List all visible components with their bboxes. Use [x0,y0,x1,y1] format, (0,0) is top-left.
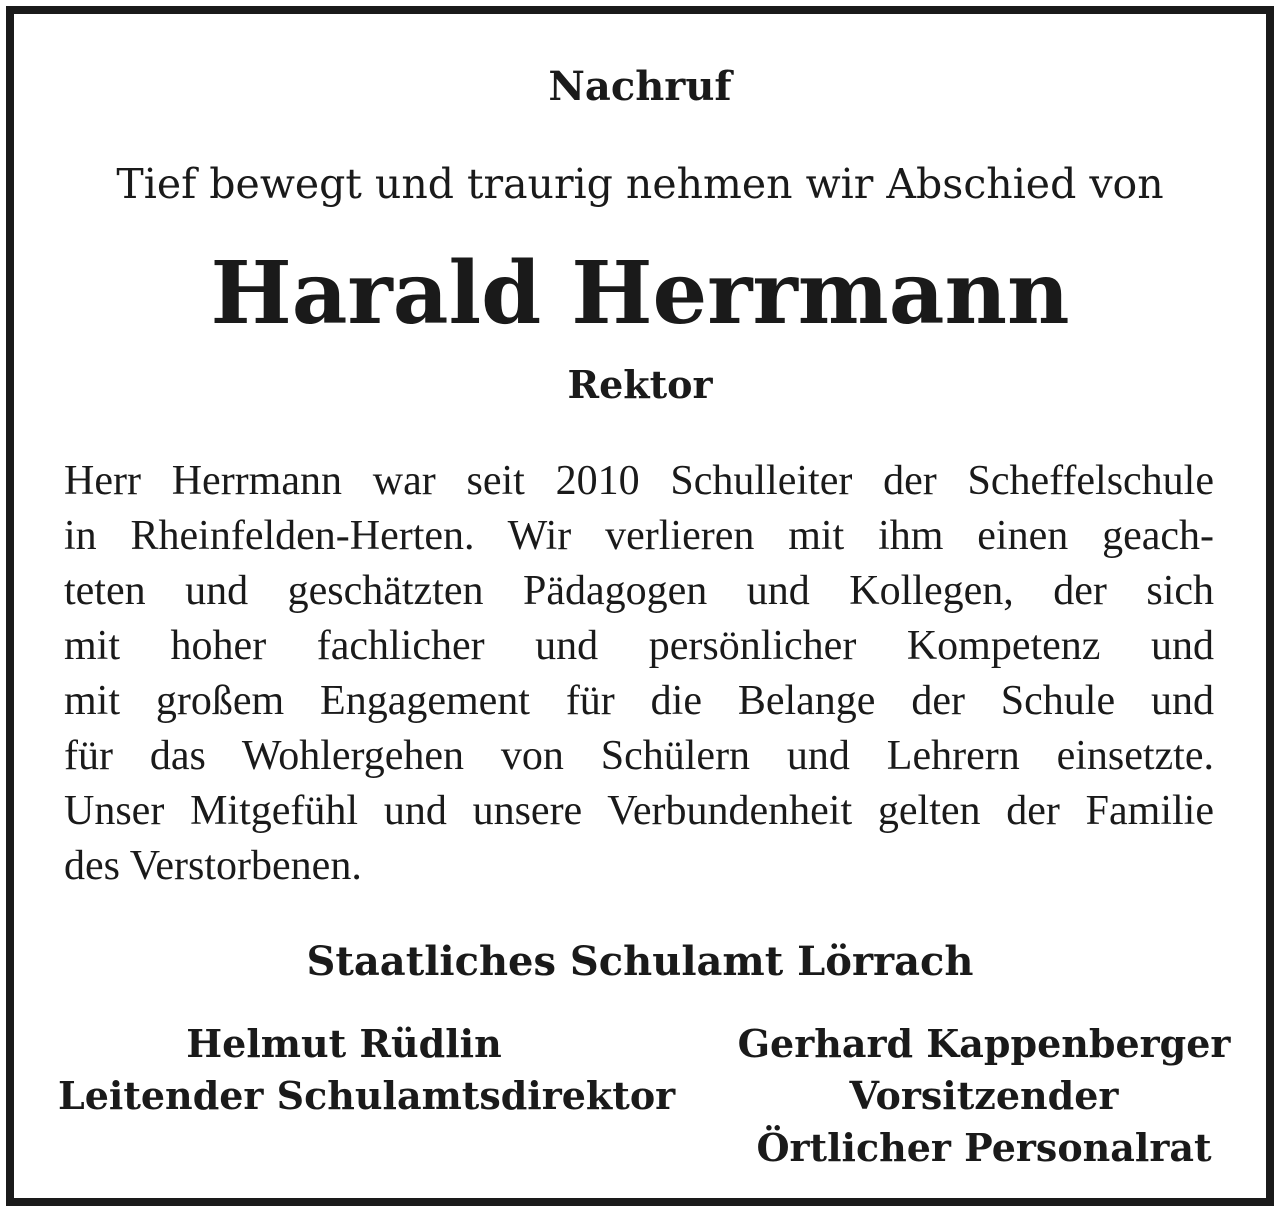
organization-name: Staatliches Schulamt Lörrach [306,938,974,985]
signatory-left-title: Leitender Schulamtsdirektor [58,1073,676,1118]
signatory-right-council: Örtlicher Personalrat [756,1125,1212,1170]
signatory-left [58,1018,676,1122]
tribute-line: Unser Mitgefühl und unsere Verbundenheit gelten der Familie [64,788,1214,834]
tribute-line: für das Wohlergehen von Schülern und Lehrern einsetzte. [64,733,1214,779]
tribute-line: in Rheinfelden-Herten. Wir verlieren mit ihm einen geach- [64,513,1214,559]
tribute-line: teten und geschätzten Pädagogen und Kollegen, der sich [64,568,1214,614]
obituary-frame [6,6,1274,1206]
signatory-right [734,1018,1234,1174]
signatory-right-title: Vorsitzender [849,1073,1119,1118]
tribute-line: Herr Herrmann war seit 2010 Schulleiter der Scheffelschule [64,458,1214,504]
tribute-line: des Verstorbenen. [64,843,362,889]
intro-line: Tief bewegt und traurig nehmen wir Abschied von [116,160,1164,208]
tribute-paragraph [64,454,1214,894]
tribute-line: mit hoher fachlicher und persönlicher Kompetenz und [64,623,1214,669]
tribute-line: mit großem Engagement für die Belange der Schule und [64,678,1214,724]
notice-heading: Nachruf [548,63,732,110]
deceased-role: Rektor [567,362,713,407]
signatory-left-name: Helmut Rüdlin [186,1021,502,1066]
deceased-name: Harald Herrmann [210,243,1070,344]
signatory-right-name: Gerhard Kappenberger [737,1021,1231,1066]
